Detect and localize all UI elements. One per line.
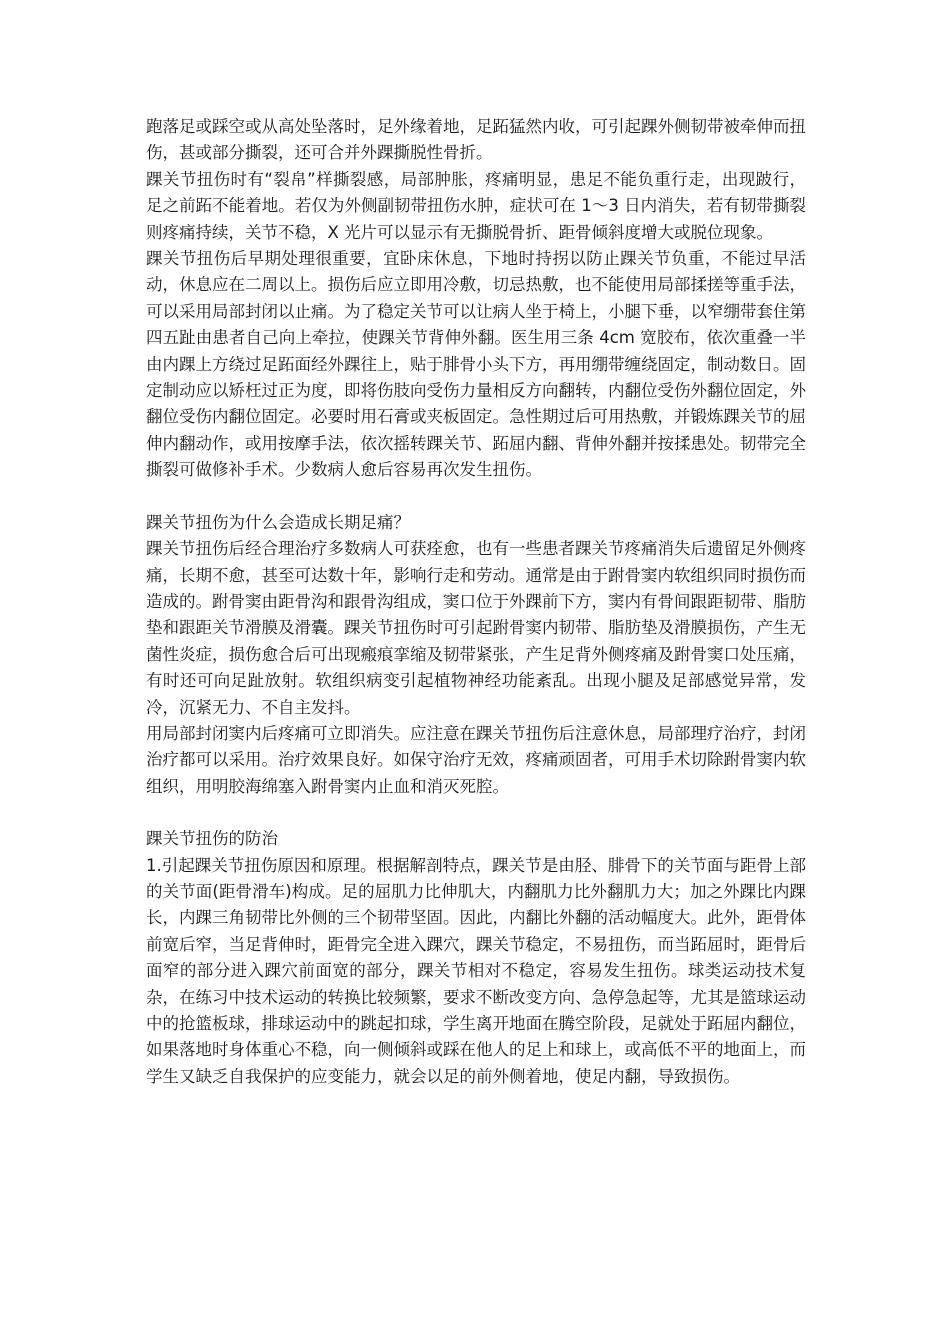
paragraph-treatment: 踝关节扭伤后早期处理很重要，宜卧床休息，下地时持拐以防止踝关节负重，不能过早活动，休息应在二周以上。损伤后应立即用冷敷，切忌热敷，也不能使用局部揉搓等重手法，可以采用局部封闭以止痛。为了稳定关节可以让病人坐于椅上，小腿下垂，以窄绷带套住第四五趾由患者自己向上牵拉，使踝关节背伸外翻。医生用三条 4cm 宽胶布，依次重叠一半由内踝上方绕过足跖面经外踝往上，贴于腓骨小头下方，再用绷带缠绕固定，制动数日。固定制动应以矫枉过正为度，即将伤肢向受伤力量相反方向翻转，内翻位受伤外翻位固定，外翻位受伤内翻位固定。必要时用石膏或夹板固定。急性期过后可用热敷，并锻炼踝关节的屈伸内翻动作，或用按摩手法，依次摇转踝关节、跖屈内翻、背伸外翻并按揉患处。韧带完全撕裂可做修补手术。少数病人愈后容易再次发生扭伤。	[146, 249, 806, 480]
paragraph-injury-cause: 跑落足或踩空或从高处坠落时，足外缘着地，足跖猛然内收，可引起踝外侧韧带被牵伸而扭伤，甚或部分撕裂，还可合并外踝撕脱性骨折。	[146, 117, 806, 163]
paragraph-chronic-pain-cause: 踝关节扭伤后经合理治疗多数病人可获痊愈，也有一些患者踝关节疼痛消失后遗留足外侧疼痛，长期不愈，甚至可达数十年，影响行走和劳动。通常是由于跗骨窦内软组织同时损伤而造成的。跗骨窦由距骨沟和跟骨沟组成，窦口位于外踝前下方，窦内有骨间跟距韧带、脂肪垫和跟距关节滑膜及滑囊。踝关节扭伤时可引起跗骨窦内韧带、脂肪垫及滑膜损伤，产生无菌性炎症，损伤愈合后可出现瘢痕挛缩及韧带紧张，产生足背外侧疼痛及跗骨窦口处压痛，有时还可向足趾放射。软组织病变引起植物神经功能紊乱。出现小腿及足部感觉异常，发冷，沉紧无力、不自主发抖。	[146, 539, 806, 717]
paragraph-chronic-pain-treatment: 用局部封闭窦内后疼痛可立即消失。应注意在踝关节扭伤后注意休息，局部理疗治疗，封闭治疗都可以采用。治疗效果良好。如保守治疗无效，疼痛顽固者，可用手术切除跗骨窦内软组织，用明胶海绵塞入跗骨窦内止血和消灭死腔。	[146, 723, 806, 796]
section-heading-prevention: 踝关节扭伤的防治	[146, 829, 278, 849]
paragraph-symptoms: 踝关节扭伤时有“裂帛”样撕裂感，局部肿胀，疼痛明显，患足不能负重行走，出现跛行，足之前跖不能着地。若仅为外侧副韧带扭伤水肿，症状可在 1～3 日内消失，若有韧带撕裂则疼痛持续，关节不稳，X 光片可以显示有无撕脱骨折、距骨倾斜度增大或脱位现象。	[146, 169, 806, 242]
paragraph-prevention-principle: 1.引起踝关节扭伤原因和原理。根据解剖特点，踝关节是由胫、腓骨下的关节面与距骨上部的关节面(距骨滑车)构成。足的屈肌力比伸肌大，内翻肌力比外翻肌力大；加之外踝比内踝长，内踝三角韧带比外侧的三个韧带坚固。因此，内翻比外翻的活动幅度大。此外，距骨体前宽后窄，当足背伸时，距骨完全进入踝穴，踝关节稳定，不易扭伤，而当跖屈时，距骨后面窄的部分进入踝穴前面宽的部分，踝关节相对不稳定，容易发生扭伤。球类运动技术复杂，在练习中技术运动的转换比较频繁，要求不断改变方向、急停急起等，尤其是篮球运动中的抢篮板球，排球运动中的跳起扣球，学生离开地面在腾空阶段，足就处于跖屈内翻位，如果落地时身体重心不稳，向一侧倾斜或踩在他人的足上和球上，或高低不平的地面上，而学生又缺乏自我保护的应变能力，就会以足的前外侧着地，使足内翻，导致损伤。	[146, 855, 806, 1086]
section-heading-chronic-pain: 踝关节扭伤为什么会造成长期足痛？	[146, 512, 410, 532]
document-page	[146, 114, 806, 1090]
